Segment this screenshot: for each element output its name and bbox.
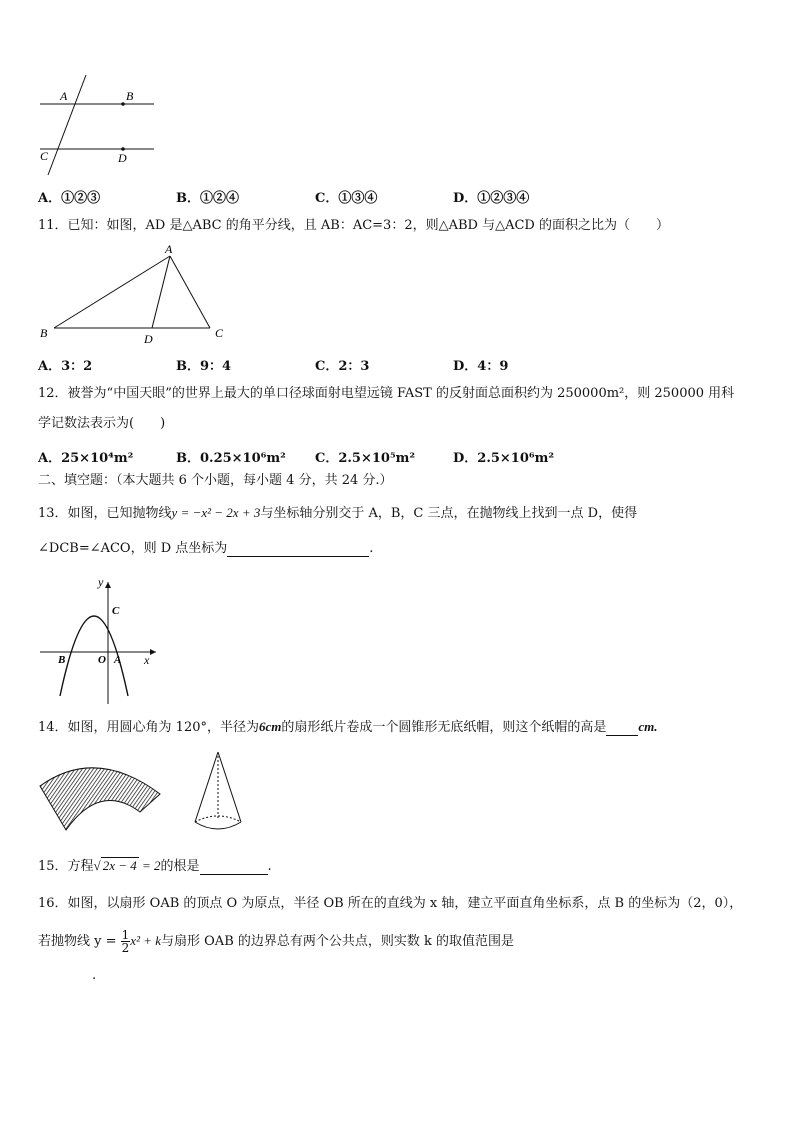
q15-end: .: [267, 859, 272, 874]
q15-equation: √ 2x − 4 = 2: [93, 858, 161, 873]
q13-parabola-figure: [36, 572, 160, 706]
q11-label-d: D: [144, 332, 153, 346]
q15-radicand: 2x − 4: [102, 858, 137, 873]
q12-option-c: C．2.5×10⁵m²: [315, 451, 416, 466]
q16-pre2: 若抛物线 y =: [38, 934, 117, 949]
q16-post2: 与扇形 OAB 的边界总有两个公共点，则实数 k 的取值范围是: [161, 934, 515, 949]
q12-option-b: B．0.25×10⁶m²: [176, 451, 286, 466]
q13-stem-line1: [38, 505, 637, 522]
q10-option-c: C．①③④: [315, 191, 378, 206]
q10-option-b: B．①②④: [176, 191, 240, 206]
q14-unit: cm.: [638, 719, 658, 734]
q11-label-b: B: [40, 326, 48, 340]
q12-option-a: A．25×10⁴m²: [38, 451, 134, 466]
q14-answer-blank[interactable]: [606, 721, 638, 736]
q11-stem: 11．已知：如图，AD 是△ABC 的角平分线，且 AB：AC=3：2，则△ABD 与△ACD 的面积之比为（ ）: [38, 218, 669, 233]
q10-option-a: A．①②③: [38, 191, 101, 206]
q14-pre: 14．如图，用圆心角为 120°，半径为: [38, 720, 259, 735]
q12-stem-line1: 12．被誉为“中国天眼”的世界上最大的单口径球面射电望远镜 FAST 的反射面总面积约为 250000m²，则 250000 用科: [38, 386, 735, 401]
q13-label-o: O: [98, 654, 106, 666]
q13-post: 与坐标轴分别交于 A，B，C 三点，在抛物线上找到一点 D，使得: [260, 506, 638, 521]
q11-triangle-figure: [36, 240, 226, 346]
q12-stem-line2: 学记数法表示为( ): [38, 416, 166, 431]
q11-option-c: C．2：3: [315, 359, 370, 374]
q16-stem-line1: 16．如图，以扇形 OAB 的顶点 O 为原点，半径 OB 所在的直线为 x 轴，建立平面直角坐标系，点 B 的坐标为（2，0），: [38, 896, 743, 911]
q10-label-a: A: [60, 89, 68, 103]
q15-post: 的根是: [160, 859, 200, 874]
q13-label-c: C: [112, 605, 120, 617]
q11-option-d: D．4：9: [453, 359, 509, 374]
q15-eq: = 2: [141, 858, 161, 873]
q13-pre: 13．如图，已知抛物线: [38, 506, 172, 521]
q10-label-d: D: [118, 151, 127, 165]
q11-label-a: A: [165, 242, 173, 256]
q16-answer-dot: .: [92, 968, 97, 983]
q14-sector-figure: [36, 756, 172, 836]
q16-fraction: [121, 929, 131, 954]
q11-option-a: A．3：2: [38, 359, 93, 374]
q16-fraction-numerator: 1: [121, 928, 130, 942]
q13-formula: y = −x² − 2x + 3: [171, 505, 261, 520]
q16-fraction-denominator: 2: [121, 941, 130, 955]
q13-answer-blank[interactable]: [227, 542, 369, 557]
q15-stem: [38, 858, 272, 875]
q10-parallel-lines-figure: [36, 72, 158, 178]
q15-answer-blank[interactable]: [200, 860, 268, 875]
q10-label-b: B: [126, 89, 134, 103]
q16-formula-rest: x² + k: [130, 933, 162, 948]
q13-end: .: [369, 541, 374, 556]
q13-label-a: A: [114, 654, 122, 666]
q14-radius: 6cm: [259, 719, 282, 734]
q13-label-y: y: [98, 575, 104, 589]
q10-option-d: D．①②③④: [453, 191, 530, 206]
q13-label-x: x: [144, 653, 150, 667]
q10-label-c: C: [40, 149, 49, 163]
q14-cone-figure: [190, 746, 250, 838]
q15-pre: 15．方程: [38, 859, 94, 874]
q14-mid: 的扇形纸片卷成一个圆锥形无底纸帽，则这个纸帽的高是: [281, 720, 607, 735]
section-heading: 二、填空题：（本大题共 6 个小题，每小题 4 分，共 24 分.）: [38, 473, 393, 488]
q14-stem: [38, 719, 658, 736]
q12-option-d: D．2.5×10⁶m²: [453, 451, 555, 466]
q11-label-c: C: [215, 326, 224, 340]
q11-option-b: B．9：4: [176, 359, 232, 374]
q16-stem-line2: [38, 924, 514, 958]
q13-line2-text: ∠DCB=∠ACO，则 D 点坐标为: [38, 541, 228, 556]
q13-stem-line2: [38, 541, 373, 557]
q13-label-b: B: [58, 654, 66, 666]
